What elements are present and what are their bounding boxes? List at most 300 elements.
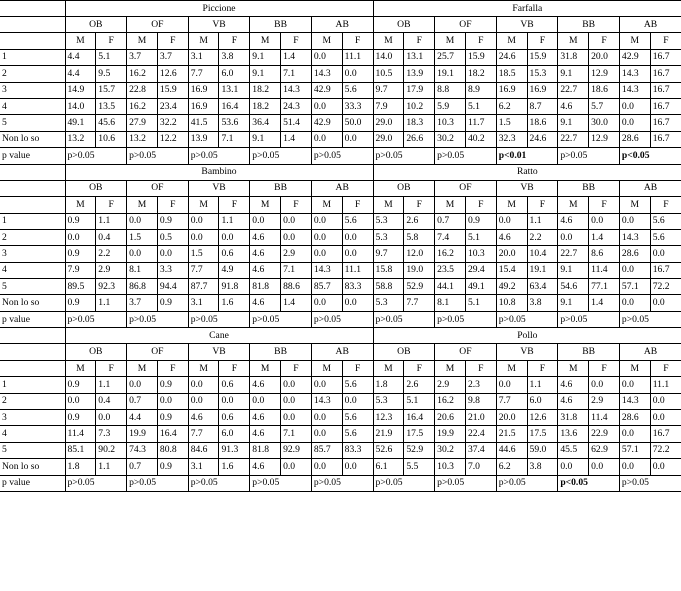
value-cell: 12.0	[404, 246, 435, 262]
pvalue-cell: p<0.01	[496, 148, 558, 165]
sex-header: M	[127, 197, 158, 213]
value-cell: 59.0	[527, 442, 558, 458]
value-cell: 6.0	[527, 393, 558, 409]
group-header: OF	[127, 17, 189, 33]
value-cell: 14.3	[619, 393, 650, 409]
value-cell: 0.0	[281, 410, 312, 426]
sex-header: M	[496, 197, 527, 213]
value-cell: 0.9	[65, 295, 96, 311]
sex-header: F	[342, 360, 373, 376]
value-cell: 1.1	[96, 295, 127, 311]
value-cell: 4.6	[188, 410, 219, 426]
pvalue-cell: p>0.05	[311, 311, 373, 328]
value-cell: 0.0	[250, 393, 281, 409]
value-cell: 5.9	[435, 98, 466, 114]
table-row	[0, 213, 681, 229]
value-cell: 25.7	[435, 49, 466, 65]
value-cell: 5.1	[96, 49, 127, 65]
value-cell: 0.9	[157, 459, 188, 475]
value-cell: 0.9	[157, 213, 188, 229]
value-cell: 0.0	[311, 98, 342, 114]
value-cell: 9.1	[250, 66, 281, 82]
value-cell: 86.8	[127, 279, 158, 295]
value-cell: 0.9	[65, 377, 96, 393]
value-cell: 21.0	[465, 410, 496, 426]
value-cell: 7.9	[373, 98, 404, 114]
value-cell: 6.0	[219, 66, 250, 82]
value-cell: 0.0	[650, 246, 681, 262]
value-cell: 28.6	[619, 131, 650, 147]
sex-header: M	[250, 33, 281, 49]
animal-title: Pollo	[373, 328, 681, 344]
table-row	[0, 295, 681, 311]
pvalue-cell: p>0.05	[311, 475, 373, 492]
value-cell: 1.5	[496, 115, 527, 131]
value-cell: 50.0	[342, 115, 373, 131]
pvalue-cell: p>0.05	[250, 148, 312, 165]
value-cell: 0.0	[619, 262, 650, 278]
row-label: 3	[0, 410, 65, 426]
animal-title-row	[0, 1, 681, 17]
group-header: OF	[435, 180, 497, 196]
value-cell: 4.4	[65, 66, 96, 82]
value-cell: 32.3	[496, 131, 527, 147]
value-cell: 3.7	[157, 49, 188, 65]
value-cell: 12.9	[589, 131, 620, 147]
value-cell: 7.1	[219, 131, 250, 147]
value-cell: 14.3	[311, 262, 342, 278]
group-header: OF	[127, 180, 189, 196]
value-cell: 72.2	[650, 442, 681, 458]
row-label: 4	[0, 426, 65, 442]
sex-header: M	[250, 360, 281, 376]
sex-header: F	[589, 33, 620, 49]
sex-header: M	[127, 33, 158, 49]
value-cell: 7.7	[188, 426, 219, 442]
pvalue-cell: p>0.05	[188, 148, 250, 165]
row-label: 2	[0, 66, 65, 82]
value-cell: 16.4	[219, 98, 250, 114]
value-cell: 57.1	[619, 279, 650, 295]
pvalue-cell: p>0.05	[619, 311, 681, 328]
value-cell: 0.0	[342, 131, 373, 147]
row-label-cell	[0, 1, 65, 17]
value-cell: 0.0	[311, 426, 342, 442]
value-cell: 9.1	[558, 66, 589, 82]
value-cell: 1.6	[219, 295, 250, 311]
value-cell: 19.1	[435, 66, 466, 82]
group-header: OB	[65, 17, 127, 33]
value-cell: 29.0	[373, 115, 404, 131]
sex-header: F	[157, 360, 188, 376]
table-row	[0, 426, 681, 442]
pvalue-cell: p>0.05	[373, 475, 435, 492]
row-label: 1	[0, 49, 65, 65]
value-cell: 1.4	[589, 295, 620, 311]
value-cell: 5.5	[404, 459, 435, 475]
row-label: 4	[0, 98, 65, 114]
value-cell: 85.7	[311, 442, 342, 458]
value-cell: 22.8	[127, 82, 158, 98]
value-cell: 29.4	[465, 262, 496, 278]
sex-header: M	[558, 360, 589, 376]
value-cell: 90.2	[96, 442, 127, 458]
sex-header: F	[96, 197, 127, 213]
value-cell: 30.2	[435, 442, 466, 458]
value-cell: 0.0	[311, 229, 342, 245]
value-cell: 1.1	[527, 213, 558, 229]
value-cell: 7.9	[65, 262, 96, 278]
group-header: OF	[435, 17, 497, 33]
sex-header: F	[650, 33, 681, 49]
value-cell: 0.0	[281, 377, 312, 393]
group-header: VB	[496, 17, 558, 33]
value-cell: 1.1	[96, 213, 127, 229]
row-label-cell	[0, 197, 65, 213]
group-header-row	[0, 344, 681, 360]
value-cell: 4.6	[250, 246, 281, 262]
value-cell: 6.0	[219, 426, 250, 442]
value-cell: 49.2	[496, 279, 527, 295]
sex-header: F	[281, 197, 312, 213]
value-cell: 1.4	[281, 295, 312, 311]
sex-header: M	[619, 197, 650, 213]
value-cell: 10.8	[496, 295, 527, 311]
value-cell: 0.0	[342, 66, 373, 82]
value-cell: 0.0	[311, 213, 342, 229]
value-cell: 0.0	[589, 459, 620, 475]
value-cell: 1.1	[219, 213, 250, 229]
row-label-cell	[0, 164, 65, 180]
value-cell: 2.9	[589, 393, 620, 409]
value-cell: 72.2	[650, 279, 681, 295]
sex-header-row	[0, 360, 681, 376]
value-cell: 0.0	[127, 213, 158, 229]
value-cell: 33.3	[342, 98, 373, 114]
value-cell: 31.8	[558, 410, 589, 426]
value-cell: 92.9	[281, 442, 312, 458]
pvalue-cell: p>0.05	[496, 475, 558, 492]
table-row	[0, 98, 681, 114]
value-cell: 28.6	[619, 410, 650, 426]
value-cell: 1.8	[65, 459, 96, 475]
pvalue-row	[0, 148, 681, 165]
value-cell: 13.5	[96, 98, 127, 114]
row-label: Non lo so	[0, 459, 65, 475]
value-cell: 0.0	[650, 459, 681, 475]
sex-header: M	[188, 33, 219, 49]
row-label: p value	[0, 311, 65, 328]
value-cell: 3.1	[188, 295, 219, 311]
value-cell: 16.4	[404, 410, 435, 426]
animal-title: Farfalla	[373, 1, 681, 17]
value-cell: 1.8	[373, 377, 404, 393]
value-cell: 8.1	[435, 295, 466, 311]
sex-header: M	[311, 33, 342, 49]
value-cell: 36.4	[250, 115, 281, 131]
sex-header: F	[281, 33, 312, 49]
value-cell: 0.9	[65, 213, 96, 229]
value-cell: 7.7	[188, 262, 219, 278]
value-cell: 4.6	[496, 229, 527, 245]
value-cell: 4.6	[558, 393, 589, 409]
group-header: OB	[373, 17, 435, 33]
sex-header: F	[404, 33, 435, 49]
value-cell: 0.0	[342, 459, 373, 475]
value-cell: 3.8	[219, 49, 250, 65]
value-cell: 7.7	[404, 295, 435, 311]
value-cell: 12.9	[589, 66, 620, 82]
value-cell: 1.1	[96, 377, 127, 393]
value-cell: 45.6	[96, 115, 127, 131]
value-cell: 5.1	[404, 393, 435, 409]
value-cell: 2.9	[435, 377, 466, 393]
value-cell: 0.0	[619, 459, 650, 475]
value-cell: 19.0	[404, 262, 435, 278]
sex-header: F	[96, 33, 127, 49]
value-cell: 0.0	[219, 229, 250, 245]
value-cell: 16.4	[157, 426, 188, 442]
sex-header: M	[558, 197, 589, 213]
value-cell: 0.6	[219, 246, 250, 262]
row-label-cell	[0, 17, 65, 33]
value-cell: 0.4	[96, 229, 127, 245]
value-cell: 16.9	[188, 82, 219, 98]
value-cell: 0.9	[65, 246, 96, 262]
sex-header: F	[527, 360, 558, 376]
value-cell: 14.3	[281, 82, 312, 98]
value-cell: 81.8	[250, 442, 281, 458]
value-cell: 6.1	[373, 459, 404, 475]
sex-header: M	[250, 197, 281, 213]
value-cell: 29.0	[373, 131, 404, 147]
sex-header: F	[157, 197, 188, 213]
sex-header: F	[589, 360, 620, 376]
sex-header: F	[219, 33, 250, 49]
value-cell: 0.0	[157, 393, 188, 409]
row-label: 2	[0, 229, 65, 245]
value-cell: 10.3	[435, 459, 466, 475]
sex-header-row	[0, 197, 681, 213]
value-cell: 0.0	[311, 410, 342, 426]
value-cell: 16.7	[650, 115, 681, 131]
sex-header: M	[435, 360, 466, 376]
pvalue-cell: p>0.05	[250, 475, 312, 492]
value-cell: 24.6	[496, 49, 527, 65]
table-row	[0, 49, 681, 65]
value-cell: 0.0	[188, 393, 219, 409]
value-cell: 5.6	[342, 410, 373, 426]
value-cell: 1.6	[219, 459, 250, 475]
value-cell: 18.5	[496, 66, 527, 82]
value-cell: 11.1	[650, 377, 681, 393]
value-cell: 8.9	[465, 82, 496, 98]
value-cell: 5.6	[650, 229, 681, 245]
value-cell: 51.4	[281, 115, 312, 131]
value-cell: 4.4	[65, 49, 96, 65]
value-cell: 49.1	[65, 115, 96, 131]
value-cell: 20.0	[496, 410, 527, 426]
value-cell: 19.9	[435, 426, 466, 442]
value-cell: 52.6	[373, 442, 404, 458]
group-header: OF	[127, 344, 189, 360]
animal-title: Cane	[65, 328, 373, 344]
value-cell: 5.7	[589, 98, 620, 114]
value-cell: 13.6	[558, 426, 589, 442]
table-row	[0, 377, 681, 393]
value-cell: 4.6	[250, 410, 281, 426]
value-cell: 11.4	[589, 262, 620, 278]
value-cell: 16.7	[650, 49, 681, 65]
sex-header: M	[373, 360, 404, 376]
value-cell: 9.1	[558, 262, 589, 278]
value-cell: 4.6	[250, 459, 281, 475]
group-header: VB	[188, 17, 250, 33]
value-cell: 0.6	[219, 410, 250, 426]
value-cell: 0.0	[619, 115, 650, 131]
value-cell: 16.7	[650, 262, 681, 278]
value-cell: 94.4	[157, 279, 188, 295]
group-header: OF	[435, 344, 497, 360]
pvalue-cell: p<0.05	[619, 148, 681, 165]
value-cell: 15.4	[496, 262, 527, 278]
value-cell: 16.7	[650, 426, 681, 442]
sex-header: F	[96, 360, 127, 376]
value-cell: 87.7	[188, 279, 219, 295]
value-cell: 3.1	[188, 459, 219, 475]
row-label-cell	[0, 360, 65, 376]
value-cell: 23.5	[435, 262, 466, 278]
value-cell: 91.3	[219, 442, 250, 458]
value-cell: 7.1	[281, 66, 312, 82]
value-cell: 18.6	[589, 82, 620, 98]
value-cell: 5.6	[650, 213, 681, 229]
value-cell: 0.0	[496, 377, 527, 393]
row-label: 1	[0, 213, 65, 229]
value-cell: 3.7	[127, 49, 158, 65]
value-cell: 5.6	[342, 213, 373, 229]
value-cell: 9.5	[96, 66, 127, 82]
sex-header: F	[342, 33, 373, 49]
value-cell: 11.4	[65, 426, 96, 442]
group-header: BB	[558, 180, 620, 196]
value-cell: 20.0	[496, 246, 527, 262]
value-cell: 0.7	[435, 213, 466, 229]
value-cell: 17.9	[404, 82, 435, 98]
value-cell: 57.1	[619, 442, 650, 458]
value-cell: 0.7	[127, 459, 158, 475]
value-cell: 15.7	[96, 82, 127, 98]
value-cell: 18.2	[250, 82, 281, 98]
value-cell: 83.3	[342, 279, 373, 295]
value-cell: 9.7	[373, 246, 404, 262]
sex-header: M	[65, 197, 96, 213]
value-cell: 12.3	[373, 410, 404, 426]
sex-header: M	[496, 360, 527, 376]
value-cell: 9.1	[250, 131, 281, 147]
row-label-cell	[0, 33, 65, 49]
value-cell: 14.3	[619, 82, 650, 98]
pvalue-cell: p>0.05	[373, 311, 435, 328]
value-cell: 23.4	[157, 98, 188, 114]
value-cell: 2.9	[96, 262, 127, 278]
sex-header: M	[619, 33, 650, 49]
value-cell: 27.9	[127, 115, 158, 131]
value-cell: 92.3	[96, 279, 127, 295]
pvalue-cell: p>0.05	[496, 311, 558, 328]
value-cell: 14.9	[65, 82, 96, 98]
value-cell: 52.9	[404, 279, 435, 295]
value-cell: 5.1	[465, 98, 496, 114]
value-cell: 0.0	[311, 246, 342, 262]
value-cell: 7.1	[281, 262, 312, 278]
table-row	[0, 410, 681, 426]
value-cell: 84.6	[188, 442, 219, 458]
value-cell: 12.6	[527, 410, 558, 426]
value-cell: 3.8	[527, 295, 558, 311]
value-cell: 22.9	[589, 426, 620, 442]
group-header: OB	[65, 180, 127, 196]
sex-header: M	[373, 33, 404, 49]
value-cell: 11.4	[589, 410, 620, 426]
value-cell: 49.1	[465, 279, 496, 295]
value-cell: 0.7	[127, 393, 158, 409]
value-cell: 15.3	[527, 66, 558, 82]
value-cell: 1.5	[127, 229, 158, 245]
table-row	[0, 279, 681, 295]
value-cell: 16.7	[650, 66, 681, 82]
animal-title: Bambino	[65, 164, 373, 180]
value-cell: 0.0	[496, 213, 527, 229]
pvalue-cell: p>0.05	[127, 148, 189, 165]
sex-header: F	[157, 33, 188, 49]
sex-header: M	[311, 197, 342, 213]
value-cell: 16.9	[496, 82, 527, 98]
table-row	[0, 115, 681, 131]
value-cell: 21.5	[496, 426, 527, 442]
sex-header: M	[65, 33, 96, 49]
value-cell: 4.4	[127, 410, 158, 426]
value-cell: 0.0	[342, 246, 373, 262]
value-cell: 13.9	[404, 66, 435, 82]
value-cell: 10.5	[373, 66, 404, 82]
value-cell: 17.5	[527, 426, 558, 442]
value-cell: 42.9	[619, 49, 650, 65]
value-cell: 5.3	[373, 393, 404, 409]
row-label: 2	[0, 393, 65, 409]
value-cell: 7.4	[435, 229, 466, 245]
value-cell: 0.0	[281, 459, 312, 475]
value-cell: 10.6	[96, 131, 127, 147]
value-cell: 0.4	[96, 393, 127, 409]
value-cell: 0.9	[65, 410, 96, 426]
group-header: AB	[619, 344, 681, 360]
value-cell: 88.6	[281, 279, 312, 295]
table-row	[0, 246, 681, 262]
value-cell: 91.8	[219, 279, 250, 295]
group-header: AB	[619, 17, 681, 33]
value-cell: 4.6	[558, 377, 589, 393]
table-row	[0, 229, 681, 245]
value-cell: 4.6	[250, 295, 281, 311]
value-cell: 31.8	[558, 49, 589, 65]
value-cell: 8.1	[127, 262, 158, 278]
sex-header: M	[188, 197, 219, 213]
value-cell: 5.8	[404, 229, 435, 245]
value-cell: 0.0	[558, 229, 589, 245]
group-header: BB	[250, 344, 312, 360]
sex-header: F	[404, 360, 435, 376]
